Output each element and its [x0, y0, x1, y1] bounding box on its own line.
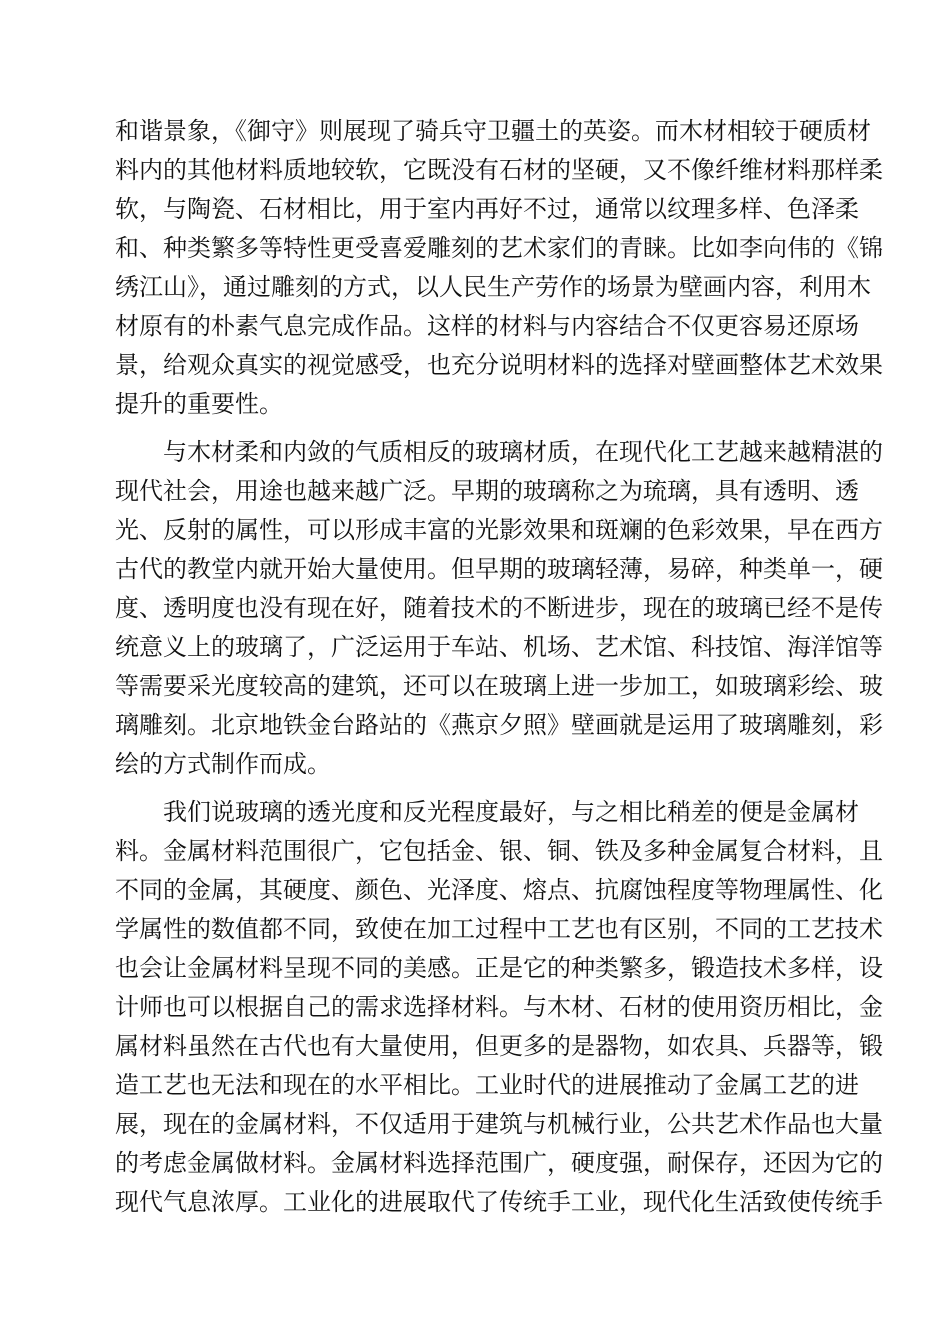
paragraph-line: 统意义上的玻璃了，广泛运用于车站、机场、艺术馆、科技馆、海洋馆等 [115, 633, 883, 661]
paragraph-line: 古代的教堂内就开始大量使用。但早期的玻璃轻薄，易碎，种类单一，硬 [115, 555, 883, 583]
paragraph-line: 我们说玻璃的透光度和反光程度最好，与之相比稍差的便是金属材 [163, 798, 859, 826]
paragraph-line: 景，给观众真实的视觉感受，也充分说明材料的选择对壁画整体艺术效果 [115, 351, 883, 379]
paragraph-line: 材原有的朴素气息完成作品。这样的材料与内容结合不仅更容易还原场 [115, 312, 859, 340]
paragraph-line: 料。金属材料范围很广，它包括金、银、铜、铁及多种金属复合材料，且 [115, 837, 883, 865]
paragraph-line: 光、反射的属性，可以形成丰富的光影效果和斑斓的色彩效果，早在西方 [115, 516, 883, 544]
paragraph-line: 也会让金属材料呈现不同的美感。正是它的种类繁多，锻造技术多样，设 [115, 954, 883, 982]
paragraph-line: 与木材柔和内敛的气质相反的玻璃材质，在现代化工艺越来越精湛的 [163, 438, 883, 466]
paragraph-line: 现代社会，用途也越来越广泛。早期的玻璃称之为琉璃，具有透明、透 [115, 477, 859, 505]
paragraph-line: 造工艺也无法和现在的水平相比。工业时代的进展推动了金属工艺的进 [115, 1071, 859, 1099]
paragraph-line: 现代气息浓厚。工业化的进展取代了传统手工业，现代化生活致使传统手 [115, 1188, 883, 1216]
paragraph-line: 提升的重要性。 [115, 390, 283, 418]
paragraph-line: 等需要采光度较高的建筑，还可以在玻璃上进一步加工，如玻璃彩绘、玻 [115, 672, 883, 700]
paragraph-line: 计师也可以根据自己的需求选择材料。与木材、石材的使用资历相比，金 [115, 993, 883, 1021]
paragraph-line: 软，与陶瓷、石材相比，用于室内再好不过，通常以纹理多样、色泽柔 [115, 195, 859, 223]
paragraph-line: 属材料虽然在古代也有大量使用，但更多的是器物，如农具、兵器等，锻 [115, 1032, 883, 1060]
paragraph-line: 和谐景象，《御守》则展现了骑兵守卫疆土的英姿。而木材相较于硬质材 [115, 117, 871, 145]
paragraph-line: 学属性的数值都不同，致使在加工过程中工艺也有区别，不同的工艺技术 [115, 915, 883, 943]
paragraph-line: 不同的金属，其硬度、颜色、光泽度、熔点、抗腐蚀程度等物理属性、化 [115, 876, 883, 904]
paragraph-line: 度、透明度也没有现在好，随着技术的不断进步，现在的玻璃已经不是传 [115, 594, 883, 622]
paragraph-line: 料内的其他材料质地较软，它既没有石材的坚硬，又不像纤维材料那样柔 [115, 156, 883, 184]
paragraph-line: 绘的方式制作而成。 [115, 750, 331, 778]
paragraph-line: 的考虑金属做材料。金属材料选择范围广，硬度强，耐保存，还因为它的 [115, 1149, 883, 1177]
paragraph-line: 和、种类繁多等特性更受喜爱雕刻的艺术家们的青睐。比如李向伟的《锦 [115, 234, 883, 262]
paragraph-line: 绣江山》，通过雕刻的方式，以人民生产劳作的场景为壁画内容，利用木 [115, 273, 871, 301]
paragraph-line: 璃雕刻。北京地铁金台路站的《燕京夕照》壁画就是运用了玻璃雕刻，彩 [115, 711, 883, 739]
paragraph-line: 展，现在的金属材料，不仅适用于建筑与机械行业，公共艺术作品也大量 [115, 1110, 883, 1138]
